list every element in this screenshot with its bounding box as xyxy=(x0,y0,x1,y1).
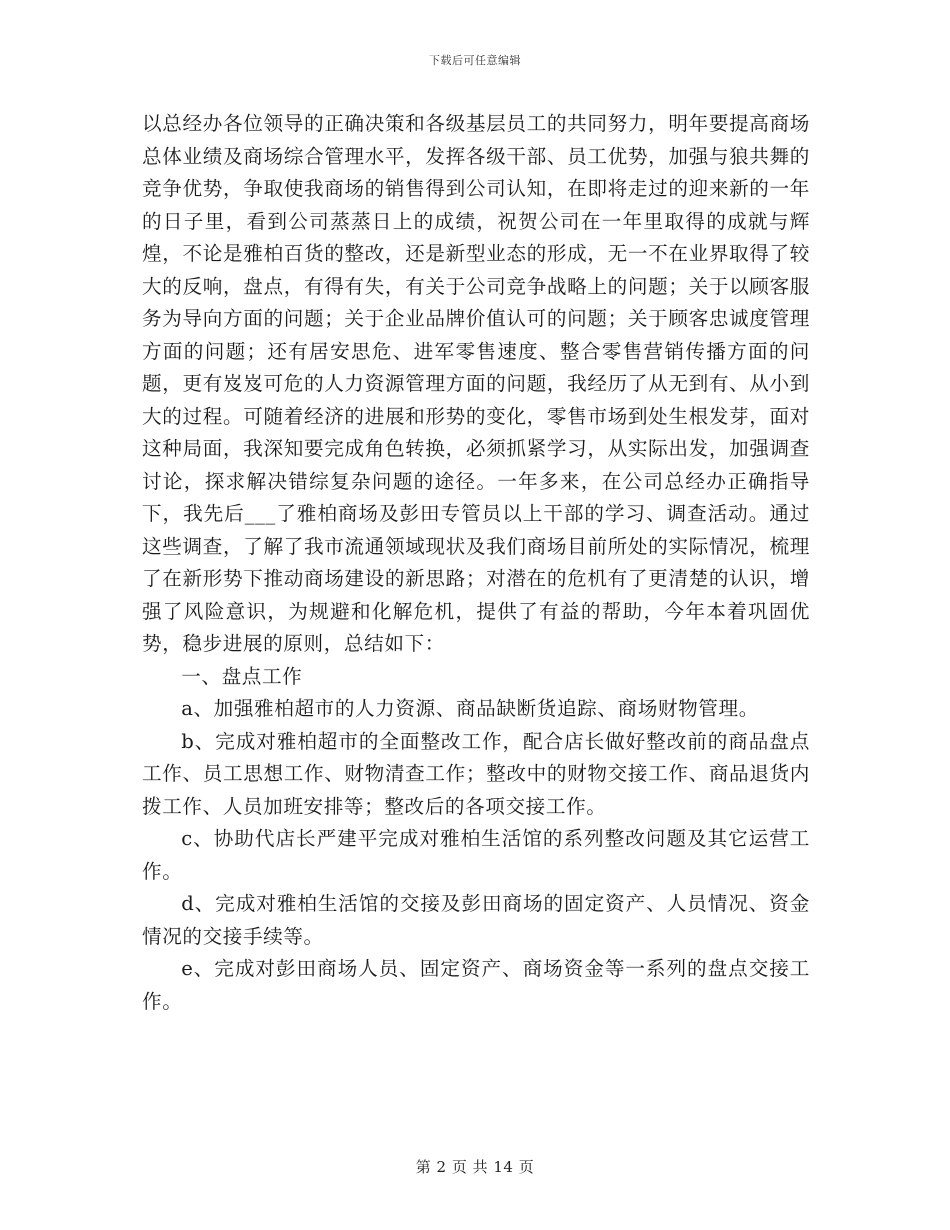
page-header-note: 下载后可任意编辑 xyxy=(429,54,521,67)
document-body xyxy=(142,108,810,1018)
list-item-d: d、完成对雅柏生活馆的交接及彭田商场的固定资产、人员情况、资金情况的交接手续等。 xyxy=(142,892,810,948)
list-item-e: e、完成对彭田商场人员、固定资产、商场资金等一系列的盘点交接工作。 xyxy=(142,957,810,1013)
page-number: 第 2 页 共 14 页 xyxy=(415,1158,535,1176)
list-item-b: b、完成对雅柏超市的全面整改工作，配合店长做好整改前的商品盘点工作、员工思想工作、财物清查工作；整改中的财物交接工作、商品退货内拨工作、人员加班安排等；整改后的各项交接工作。 xyxy=(142,729,810,818)
list-item-c: c、协助代店长严建平完成对雅柏生活馆的系列整改问题及其它运营工作。 xyxy=(142,827,810,883)
section-title: 一、盘点工作 xyxy=(181,664,303,688)
intro-paragraph: 以总经办各位领导的正确决策和各级基层员工的共同努力，明年要提高商场总体业绩及商场综合管理水平，发挥各级干部、员工优势，加强与狼共舞的竞争优势，争取使我商场的销售得到公司认知，在即将走过的迎来新的一年的日子里，看到公司蒸蒸日上的成绩，祝贺公司在一年里取得的成就与辉煌，不论是雅柏百货的整改，还是新型业态的形成，无一不在业界取得了较大的反响，盘点，有得有失，有关于公司竞争战略上的问题；关于以顾客服务为导向方面的问题；关于企业品牌价值认可的问题；关于顾客忠诚度管理方面的问题；还有居安思危、进军零售速度、整合零售营销传播方面的问题，更有岌岌可危的人力资源管理方面的问题，我经历了从无到有、从小到大的过程。可随着经济的进展和形势的变化，零售市场到处生根发芽，面对这种局面，我深知要完成角色转换，必须抓紧学习，从实际出发，加强调查讨论，探求解决错综复杂问题的途径。一年多来，在公司总经办正确指导下，我先后___了雅柏商场及彭田专管员以上干部的学习、调查活动。通过这些调查，了解了我市流通领域现状及我们商场目前所处的实际情况，梳理了在新形势下推动商场建设的新思路；对潜在的危机有了更清楚的认识，增强了风险意识，为规避和化解危机，提供了有益的帮助，今年本着巩固优势，稳步进展的原则，总结如下： xyxy=(142,112,810,655)
list-item-a: a、加强雅柏超市的人力资源、商品缺断货追踪、商场财物管理。 xyxy=(181,697,759,720)
